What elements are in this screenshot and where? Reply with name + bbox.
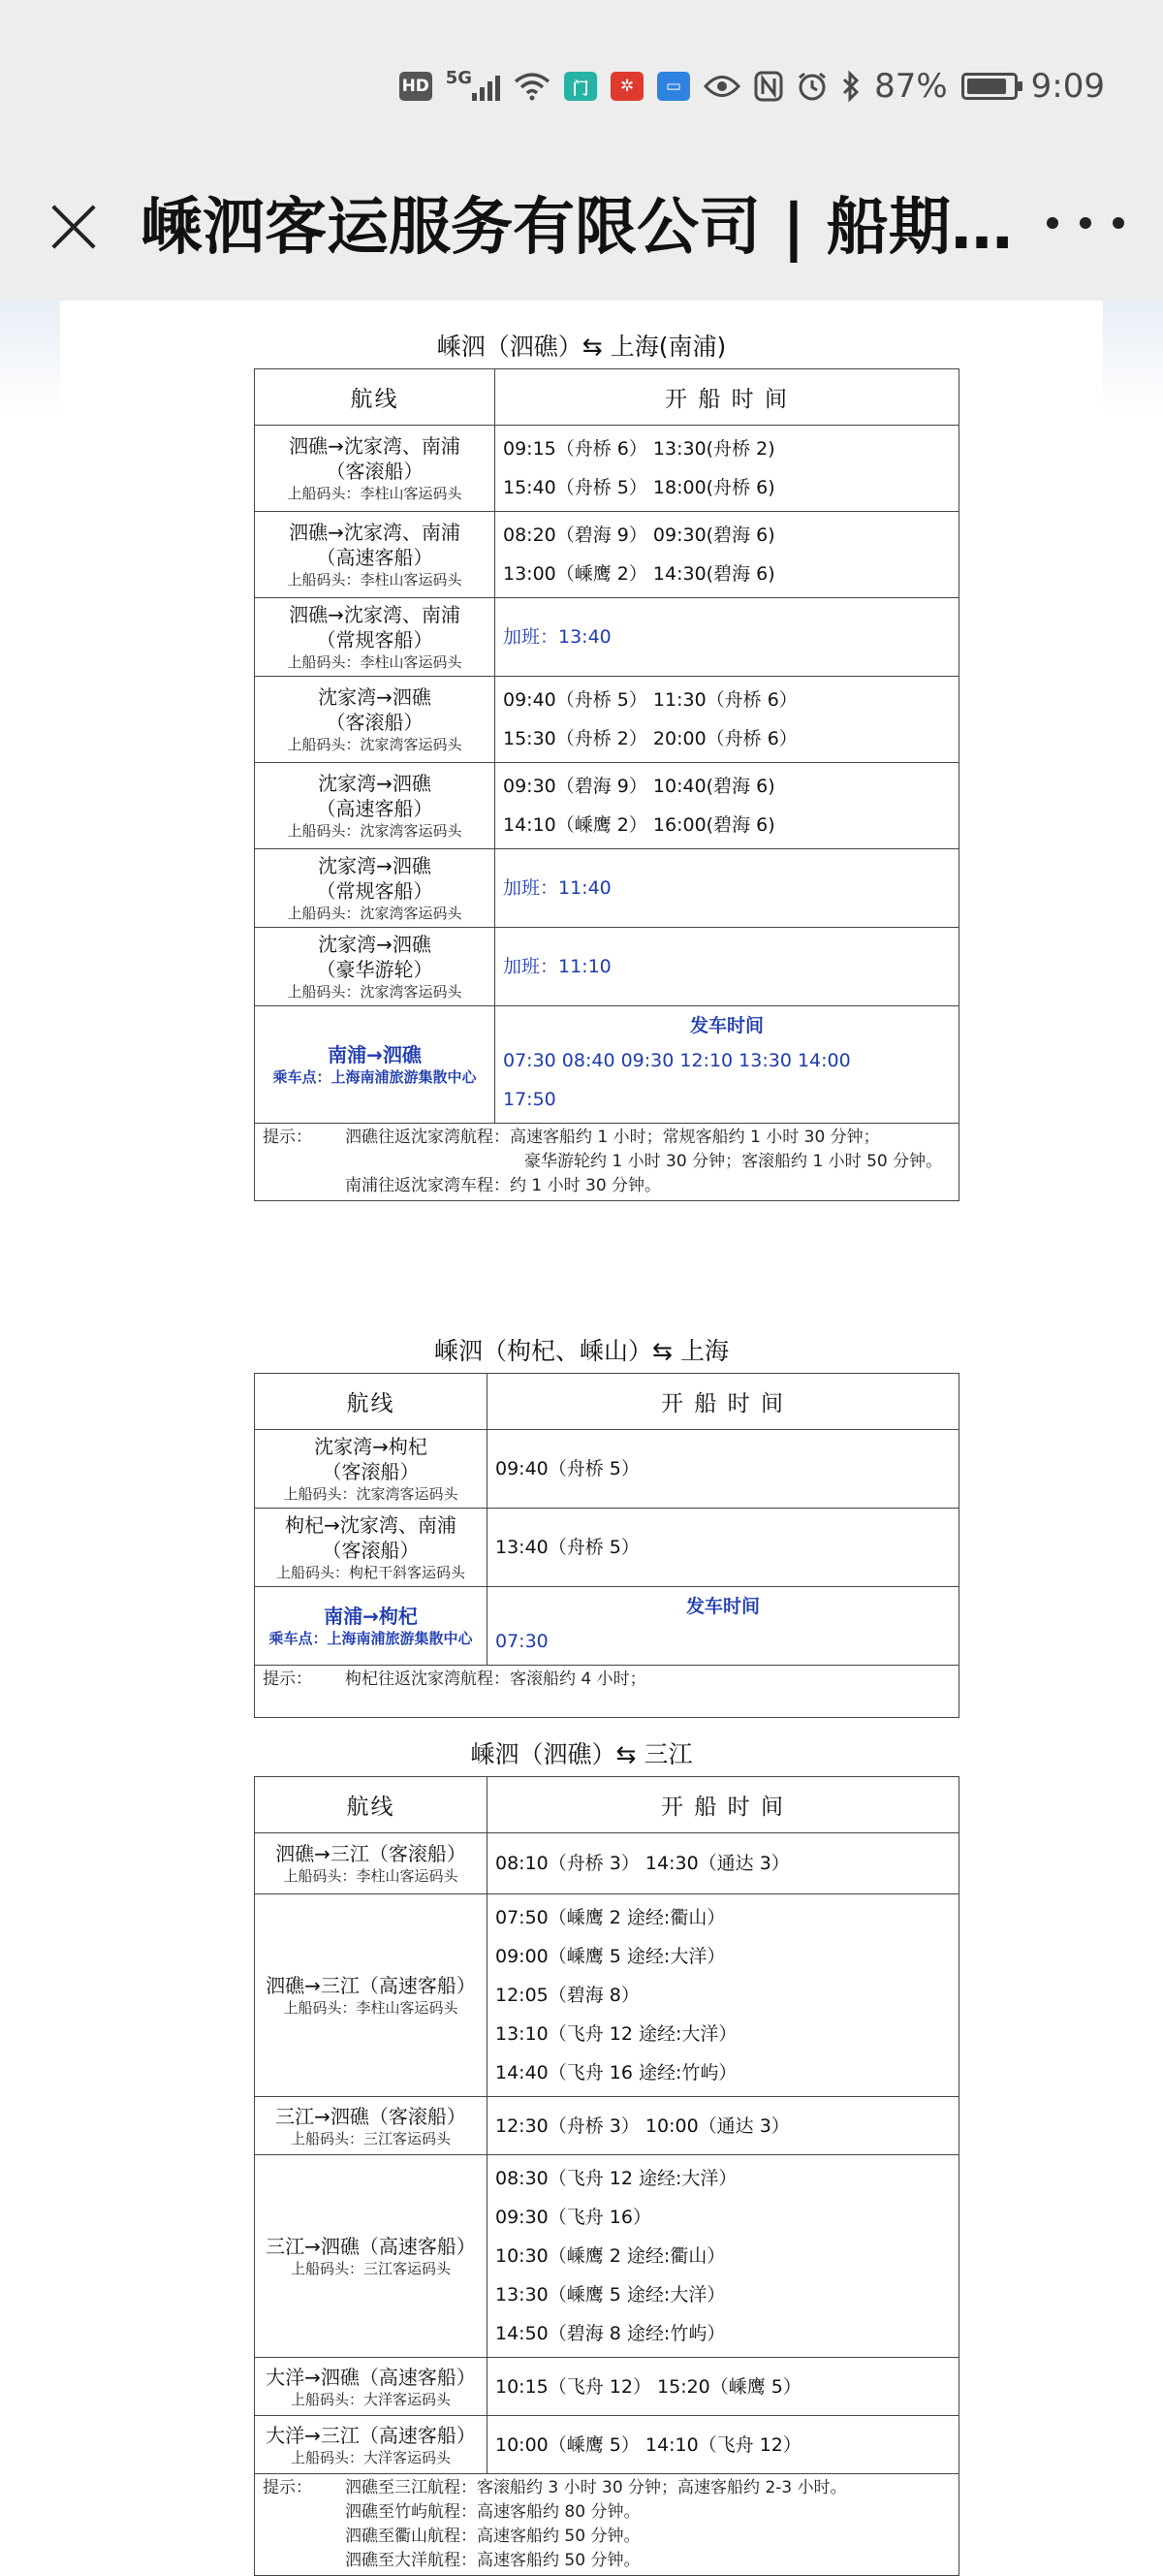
- network-label: 5G: [445, 68, 473, 88]
- column-header-time: 开 船 时 间: [495, 369, 959, 426]
- ship-type: （豪华游轮）: [316, 958, 433, 981]
- tip-text: 泗礁至竹屿航程：高速客船约 80 分钟。: [345, 2502, 641, 2522]
- hd-icon: HD: [399, 72, 432, 101]
- bus-times-heading: 发车时间: [685, 1596, 760, 1617]
- table-row-bus: [255, 1587, 959, 1666]
- table-row: [255, 426, 959, 512]
- page-title-text: 嵊泗客运服务有限公司 | 船期: [141, 192, 951, 264]
- table-row: [255, 849, 959, 928]
- table-row: [255, 1509, 959, 1587]
- ship-type: （客滚船）: [322, 1460, 420, 1483]
- tips-label: 提示：: [263, 1128, 312, 1147]
- boarding-dock: 上船码头：大洋客运码头: [290, 2390, 451, 2408]
- status-icons: [399, 62, 1105, 111]
- table-row: [255, 1894, 959, 2097]
- boarding-dock: 上船码头：李柱山客运码头: [283, 1999, 458, 2017]
- departure-times: 14:40（飞舟 16 途经:竹屿）: [495, 2062, 738, 2083]
- route-name: 沈家湾→泗礁: [318, 854, 431, 877]
- title-bar: [0, 175, 1163, 301]
- tip-text: 泗礁往返沈家湾航程：高速客船约 1 小时；常规客船约 1 小时 30 分钟；: [345, 1128, 880, 1147]
- column-header-time: 开 船 时 间: [487, 1777, 959, 1833]
- route-name: 泗礁→沈家湾、南浦: [289, 521, 460, 544]
- ship-type: （客滚船）: [322, 1539, 420, 1562]
- page-title: 嵊泗客运服务有限公司 | 船期…: [141, 192, 1013, 264]
- ship-type: （客滚船）: [326, 460, 424, 483]
- table-row: [255, 763, 959, 849]
- schedule-table-2: [254, 1373, 959, 1718]
- route-name: 沈家湾→泗礁: [318, 933, 431, 956]
- departure-times: 13:00（嵊鹰 2） 14:30(碧海 6): [503, 563, 775, 585]
- departure-times: 12:05（碧海 8）: [495, 1985, 640, 2006]
- extra-departure: 加班：11:40: [503, 877, 612, 899]
- route-name: 泗礁→沈家湾、南浦: [289, 434, 460, 458]
- route-name: 大洋→泗礁（高速客船）: [266, 2365, 476, 2389]
- route-name: 沈家湾→枸杞: [314, 1435, 427, 1458]
- boarding-dock: 上船码头：李柱山客运码头: [283, 1867, 458, 1885]
- departure-times: 09:30（飞舟 16）: [495, 2207, 651, 2228]
- departure-times: 09:15（舟桥 6） 13:30(舟桥 2): [503, 438, 775, 460]
- bluetooth-icon: [841, 71, 861, 102]
- table-row: [255, 677, 959, 763]
- bus-departure-times: 07:30: [495, 1631, 549, 1652]
- tip-text: 枸杞往返沈家湾航程：客滚船约 4 小时；: [345, 1670, 646, 1689]
- tip-text: 南浦往返沈家湾车程：约 1 小时 30 分钟。: [345, 1176, 662, 1195]
- table-row: [255, 2097, 959, 2155]
- route-name: 泗礁→沈家湾、南浦: [289, 603, 460, 626]
- status-bar: [0, 0, 1163, 175]
- boarding-dock: 上船码头：沈家湾客运码头: [287, 822, 462, 840]
- ship-type: （常规客船）: [316, 628, 433, 652]
- app-icon: ✲: [611, 72, 644, 101]
- departure-times: 14:50（碧海 8 途经:竹屿）: [495, 2323, 726, 2344]
- departure-times: 07:50（嵊鹰 2 途经:衢山）: [495, 1907, 726, 1928]
- boarding-dock: 上船码头：李柱山客运码头: [287, 485, 462, 502]
- tips-row: [255, 1666, 959, 1718]
- boarding-dock: 上船码头：三江客运码头: [290, 2129, 451, 2147]
- bus-pickup-point: 乘车点：上海南浦旅游集散中心: [272, 1068, 477, 1086]
- tips-row: [255, 2474, 959, 2576]
- route-name: 三江→泗礁（高速客船）: [266, 2235, 476, 2258]
- departure-times: 13:30（嵊鹰 5 途经:大洋）: [495, 2284, 726, 2306]
- tips-label: 提示：: [263, 1670, 312, 1689]
- departure-times: 13:10（飞舟 12 途经:大洋）: [495, 2023, 738, 2045]
- route-name: 枸杞→沈家湾、南浦: [285, 1513, 456, 1537]
- schedule-table-1: [254, 368, 959, 1201]
- ship-type: （高速客船）: [316, 797, 433, 820]
- schedule-sheet: [60, 301, 1103, 2570]
- table-row: [255, 2155, 959, 2358]
- table-header: [255, 1374, 959, 1430]
- extra-departure: 加班：11:10: [503, 956, 612, 977]
- route-name: 沈家湾→泗礁: [318, 685, 431, 709]
- column-header-time: 开 船 时 间: [487, 1374, 959, 1430]
- boarding-dock: 上船码头：沈家湾客运码头: [287, 736, 462, 753]
- ship-type: （客滚船）: [326, 711, 424, 734]
- battery-fill: [967, 79, 1006, 94]
- tips-row: [255, 1124, 959, 1201]
- battery-percent: 87%: [874, 67, 948, 106]
- signal-5g-icon: [445, 68, 500, 101]
- boarding-dock: 上船码头：沈家湾客运码头: [283, 1485, 458, 1503]
- departure-times: 08:30（飞舟 12 途经:大洋）: [495, 2168, 738, 2189]
- departure-times: 08:10（舟桥 3） 14:30（通达 3）: [495, 1853, 790, 1874]
- bus-times-heading: 发车时间: [689, 1015, 764, 1036]
- boarding-dock: 上船码头：李柱山客运码头: [287, 571, 462, 588]
- ship-type: （高速客船）: [316, 546, 433, 569]
- bus-pickup-point: 乘车点：上海南浦旅游集散中心: [268, 1630, 473, 1647]
- departure-times: 10:00（嵊鹰 5） 14:10（飞舟 12）: [495, 2433, 802, 2456]
- clock: 9:09: [1030, 67, 1105, 106]
- schedule-table-3: [254, 1776, 959, 2576]
- table-row: [255, 1430, 959, 1509]
- tip-text: 豪华游轮约 1 小时 30 分钟；客滚船约 1 小时 50 分钟。: [524, 1152, 943, 1171]
- table-row: [255, 598, 959, 677]
- section-title-shengsi-shanghai-nanpu: 嵊泗（泗礁）⇆ 上海(南浦): [436, 333, 727, 361]
- departure-times: 12:30（舟桥 3） 10:00（通达 3）: [495, 2115, 790, 2137]
- route-name: 泗礁→三江（客滚船）: [275, 1842, 466, 1865]
- departure-times: 09:00（嵊鹰 5 途经:大洋）: [495, 1946, 726, 1967]
- departure-times: 09:30（碧海 9） 10:40(碧海 6): [503, 776, 775, 797]
- wifi-icon: [514, 72, 550, 101]
- departure-times: 09:40（舟桥 5） 11:30（舟桥 6）: [503, 689, 798, 711]
- boarding-dock: 上船码头：沈家湾客运码头: [287, 983, 462, 1001]
- departure-times: 10:30（嵊鹰 2 途经:衢山）: [495, 2245, 726, 2267]
- boarding-dock: 上船码头：沈家湾客运码头: [287, 905, 462, 922]
- table-row: [255, 512, 959, 598]
- app-icon: ▭: [657, 72, 690, 101]
- route-name: 泗礁→三江（高速客船）: [266, 1974, 476, 1997]
- route-name: 沈家湾→泗礁: [318, 772, 431, 795]
- tip-text: 泗礁至衢山航程：高速客船约 50 分钟。: [345, 2527, 641, 2546]
- extra-departure: 加班：13:40: [503, 626, 612, 648]
- departure-times: 08:20（碧海 9） 09:30(碧海 6): [503, 525, 775, 546]
- route-name: 大洋→三江（高速客船）: [266, 2423, 476, 2447]
- page-content: [0, 301, 1163, 2570]
- tips-label: 提示：: [263, 2478, 312, 2497]
- battery-icon: [961, 73, 1018, 100]
- section-title-shengsi-gouqi-shanghai: 嵊泗（枸杞、嵊山）⇆ 上海: [434, 1337, 729, 1365]
- tip-text: 泗礁至大洋航程：高速客船约 50 分钟。: [345, 2551, 641, 2570]
- column-header-route: 航线: [255, 369, 495, 426]
- route-name: 三江→泗礁（客滚船）: [275, 2104, 466, 2128]
- more-options-icon[interactable]: [1047, 204, 1124, 242]
- departure-times: 14:10（嵊鹰 2） 16:00(碧海 6): [503, 814, 775, 836]
- nfc-icon: [754, 71, 783, 102]
- bus-route-name: 南浦→泗礁: [328, 1043, 422, 1066]
- departure-times: 13:40（舟桥 5）: [495, 1537, 640, 1558]
- ship-type: （常规客船）: [316, 879, 433, 903]
- column-header-route: 航线: [255, 1777, 487, 1833]
- table-header: [255, 369, 959, 426]
- alarm-icon: [797, 71, 828, 102]
- table-row: [255, 2358, 959, 2416]
- tip-text: 泗礁至三江航程：客滚船约 3 小时 30 分钟；高速客船约 2-3 小时。: [345, 2478, 847, 2497]
- app-icon: 门: [564, 72, 597, 101]
- boarding-dock: 上船码头：三江客运码头: [290, 2260, 451, 2277]
- departure-times: 10:15（飞舟 12） 15:20（嵊鹰 5）: [495, 2375, 802, 2398]
- departure-times: 15:40（舟桥 5） 18:00(舟桥 6): [503, 477, 775, 498]
- table-row: [255, 928, 959, 1006]
- table-header: [255, 1777, 959, 1833]
- table-row: [255, 2416, 959, 2474]
- close-icon[interactable]: [39, 196, 101, 258]
- table-row: [255, 1833, 959, 1894]
- section-title-shengsi-sanjiang: 嵊泗（泗礁）⇆ 三江: [470, 1740, 693, 1768]
- bus-departure-times: 07:30 08:40 09:30 12:10 13:30 14:00: [503, 1050, 851, 1071]
- eye-icon: [704, 74, 740, 99]
- departure-times: 09:40（舟桥 5）: [495, 1458, 640, 1479]
- table-row-bus: [255, 1006, 959, 1124]
- bus-departure-times: 17:50: [503, 1089, 556, 1110]
- boarding-dock: 上船码头：李柱山客运码头: [287, 653, 462, 671]
- boarding-dock: 上船码头：大洋客运码头: [290, 2448, 451, 2466]
- column-header-route: 航线: [255, 1374, 487, 1430]
- boarding-dock: 上船码头：枸杞干斜客运码头: [275, 1564, 465, 1581]
- bus-route-name: 南浦→枸杞: [324, 1605, 418, 1628]
- departure-times: 15:30（舟桥 2） 20:00（舟桥 6）: [503, 728, 798, 749]
